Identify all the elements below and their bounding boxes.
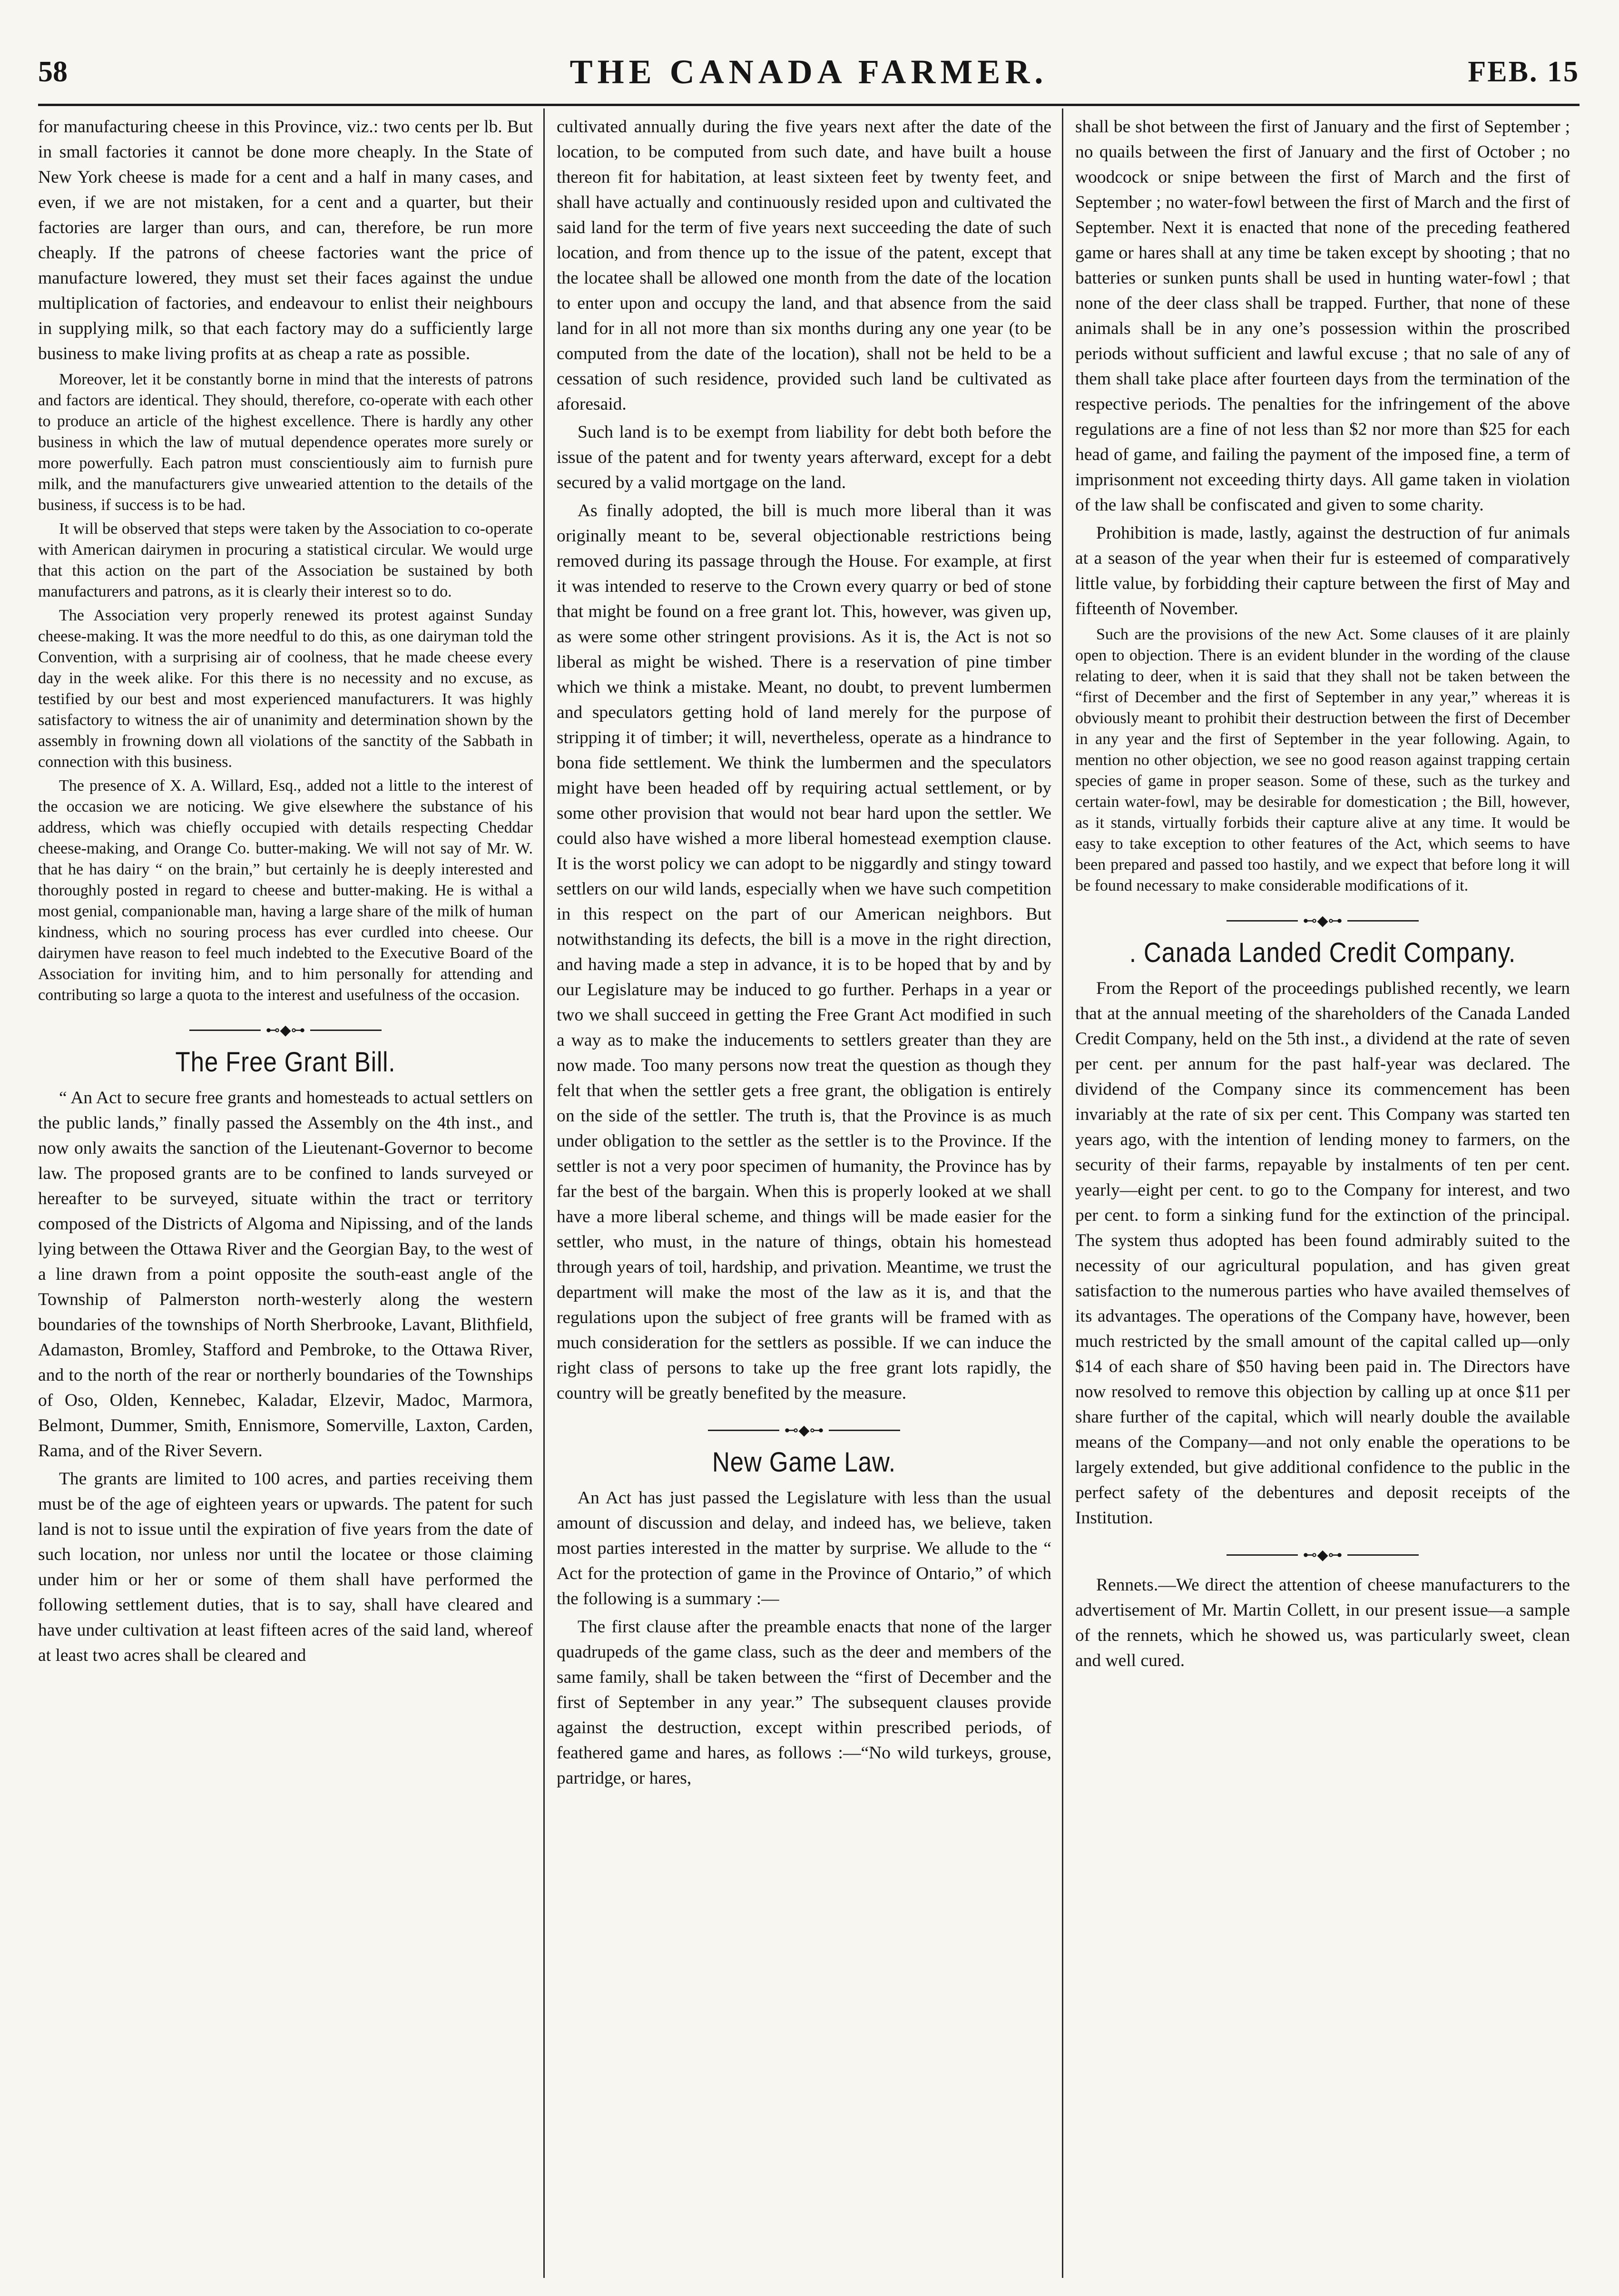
page-number: 58 (38, 56, 68, 88)
article-paragraph: shall be shot between the first of January and the first of September ; no quails between the first of January and the first of October ; no woodcock or snipe between the first of March and the first of September ; no water-fowl between the first of March and the first of September. Next it is enacted that none of the preceding feathered game or hares shall at any time be taken except by shooting ; that no batteries or sunken punts shall be used in hunting water-fowl ; that none of the deer class shall be trapped. Further, that none of these animals shall be in any one’s possession within the proscribed periods without sufficient and lawful excuse ; that no sale of any of them shall take place after fourteen days from the termination of the respective periods. The penalties for the infringement of the above regulations are a fine of not less than $2 nor more than $25 for each head of game, and failing the payment of the imposed fine, a term of imprisonment not exceeding thirty days. All game taken in violation of the law shall be confiscated and given to some charity. (1075, 117, 1570, 515)
article-heading: New Game Law. (712, 1446, 896, 1478)
article-paragraph: The presence of X. A. Willard, Esq., added not a little to the interest of the occasion we are noticing. We give elsewhere the substance of his address, which was chiefly occupied with details respecting Cheddar cheese-making, and Orange Co. butter-making. We will not say of Mr. W. that he has dairy “ on the brain,” but certainly he is deeply interested and thoroughly posted in regard to cheese and butter-making. He is withal a most genial, companionable man, having a large share of the milk of human kindness, which no souring process has ever curdled into cheese. Our dairymen have reason to feel much indebted to the Executive Board of the Association for inviting him, and to him personally for attending and contributing so large a quota to the interest and usefulness of the occasion. (38, 777, 533, 1004)
column-3 (1075, 114, 1570, 2279)
article-paragraph: Moreover, let it be constantly borne in mind that the interests of patrons and factors are identical. They should, therefore, co-operate with each other to produce an article of the highest excellence. There is hardly any other business in which the law of mutual dependence operates more surely or more powerfully. Each patron must conscientiously aim to furnish pure milk, and the manufacturers give unwearied attention to the details of the business, if success is to be had. (38, 371, 533, 514)
column-rule (1062, 108, 1063, 2278)
article-heading: . Canada Landed Credit Company. (1129, 937, 1516, 968)
article-paragraph: It will be observed that steps were taken by the Association to co-operate with American dairymen in procuring a statistical circular. We would urge that this action on the part of the Association be sustained by both manufacturers and patrons, as it is clearly their interest so to do. (38, 520, 533, 600)
column-rule (543, 108, 545, 2278)
section-divider (38, 1016, 533, 1043)
article-paragraph: for manufacturing cheese in this Province, viz.: two cents per lb. But in small factories it cannot be done more cheaply. In the State of New York cheese is made for a cent and a half in many cases, and even, if we are not mistaken, for a cent and a quarter, but their factories are larger than ours, and can, therefore, be run more cheaply. If the patrons of cheese factories want the price of manufacture lowered, they must set their faces against the undue multiplication of factories, and endeavour to enlist their neighbours in supplying milk, so that each factory may do a sufficiently large business to make living profits at as cheap a rate as possible. (38, 117, 533, 363)
article-paragraph: As finally adopted, the bill is much more liberal than it was originally meant to be, several objectionable restrictions being removed during its passage through the House. For example, at first it was intended to reserve to the Crown every quarry or bed of stone that might be found on a free grant lot. This, however, was given up, as were some other stringent provisions. As it is, the Act is not so liberal as might be wished. There is a reservation of pine timber which we think a mistake. Meant, no doubt, to prevent lumbermen and speculators getting hold of land merely for the purpose of stripping it of timber; it will, nevertheless, operate as a hindrance to bona fide settlement. We think the lumbermen and the speculators might have been headed off by requiring actual settlement, or by some other provision that would not bear hard upon the settler. We could also have wished a more liberal homestead exemption clause. It is the worst policy we can adopt to be niggardly and stingy toward settlers on our wild lands, especially when we have such competition in this respect on the part of our American neighbors. But notwithstanding its defects, the bill is a move in the right direction, and having made a step in advance, it is to be hoped that by and by our Legislature may be induced to go further. Perhaps in a year or two we shall succeed in getting the Free Grant Act modified in such a way as to make the inducements to settlers greater than they are now made. Too many persons now treat the question as though they felt that when the settler gets a free grant, the obligation is entirely on the side of the settler. The truth is, that the Province is as much under obligation to the settler as the settler is to the Province. If the settler is not a very poor specimen of humanity, the Province has by far the best of the bargain. When this is properly looked at we shall have a more liberal scheme, and things will be made easier for the settler, who must, in the nature of things, obtain his homestead through years of toil, hardship, and privation. Meantime, we trust the department will make the most of the law as it is, and that the regulations upon the subject of free grants will be framed with as much consideration for the settlers as possible. If we can induce the right class of persons to take up the free grant lots rapidly, the country will be greatly benefited by the measure. (557, 501, 1051, 1403)
masthead-rule (38, 104, 1580, 106)
article-paragraph: Rennets.—We direct the attention of cheese manufacturers to the advertisement of Mr. Martin Collett, in our present issue—a sample of the rennets, which he showed us, was particularly sweet, clean and well cured. (1075, 1575, 1570, 1670)
article-paragraph: The Association very properly renewed its protest against Sunday cheese-making. It was the more needful to do this, as one dairyman told the Convention, with a surprising air of coolness, that he made cheese every day in the week alike. For this there is no necessity and no excuse, as testified by our best and most experienced manufacturers. It was highly satisfactory to witness the air of unanimity and determination shown by the assembly in frowning down all violations of the sanctity of the Sabbath in connection with this business. (38, 607, 533, 771)
divider-ornament: ⊷◆⊶ (265, 1022, 305, 1038)
column-1 (38, 114, 533, 2279)
section-divider (1075, 1541, 1570, 1568)
divider-ornament: ⊷◆⊶ (1303, 913, 1343, 929)
article-paragraph: Such land is to be exempt from liability for debt both before the issue of the patent and for twenty years afterward, except for a debt secured by a valid mortgage on the land. (557, 422, 1051, 492)
article-paragraph: An Act has just passed the Legislature with less than the usual amount of discussion and delay, and indeed has, we believe, taken most parties interested in the matter by surprise. We allude to the “ Act for the protection of game in the Province of Ontario,” of which the following is a summary :— (557, 1488, 1051, 1609)
article-paragraph: The first clause after the preamble enacts that none of the larger quadrupeds of the game class, such as the deer and members of the same family, shall be taken between the “first of December and the first of September in any year.” The subsequent clauses provide against the destruction, except within prescribed periods, of feathered game and hares, as follows :—“No wild turkeys, grouse, partridge, or hares, (557, 1617, 1051, 1788)
section-divider (557, 1416, 1051, 1443)
issue-date: FEB. 15 (1468, 56, 1580, 88)
section-divider (1075, 907, 1570, 933)
column-2 (557, 114, 1051, 2279)
newspaper-title: THE CANADA FARMER. (569, 53, 1048, 91)
divider-ornament: ⊷◆⊶ (784, 1422, 824, 1438)
article-paragraph: The grants are limited to 100 acres, and parties receiving them must be of the age of eighteen years or upwards. The patent for such land is not to issue until the expiration of five years from the date of such location, nor unless nor until the locatee or those claiming under him or her or some of them shall have performed the following settlement duties, that is to say, shall have cleared and have under cultivation at least fifteen acres of the said land, whereof at least two acres shall be cleared and (38, 1469, 533, 1665)
masthead (38, 46, 1580, 98)
article-paragraph: Prohibition is made, lastly, against the destruction of fur animals at a season of the year when their fur is esteemed of comparatively little value, by forbidding their capture between the first of May and fifteenth of November. (1075, 523, 1570, 618)
divider-ornament: ⊷◆⊶ (1303, 1547, 1343, 1563)
article-paragraph: Such are the provisions of the new Act. Some clauses of it are plainly open to objection. There is an evident blunder in the wording of the clause relating to deer, when it is said that they shall not be taken between the “first of December and the first of September in any year,” whereas it is obviously meant to prohibit their destruction between the first of December in any year and the first of September in the year following. Again, to mention no other objection, we see no good reason against trapping certain species of game in proper season. Some of these, such as the turkey and certain water-fowl, may be desirable for domestication ; the Bill, however, as it stands, virtually forbids their capture alive at any time. It would be easy to take exception to other features of the Act, which seems to have been prepared and passed too hastily, and we expect that before long it will be found necessary to make considerable modifications of it. (1075, 626, 1570, 894)
article-paragraph: “ An Act to secure free grants and homesteads to actual settlers on the public lands,” finally passed the Assembly on the 4th inst., and now only awaits the sanction of the Lieutenant-Governor to become law. The proposed grants are to be confined to lands surveyed or hereafter to be surveyed, situate within the tract or territory composed of the Districts of Algoma and Nipissing, and of the lands lying between the Ottawa River and the Georgian Bay, to the west of a line drawn from a point opposite the south-east angle of the Township of Palmerston north-westerly along the western boundaries of the townships of North Sherbrooke, Lavant, Blithfield, Adamaston, Bromley, Stafford and Pembroke, to the Ottawa River, and to the north of the rear or northerly boundaries of the Townships of Oso, Olden, Kennebec, Kaladar, Elzevir, Madoc, Marmora, Belmont, Dummer, Smith, Ennismore, Somerville, Laxton, Carden, Rama, and of the River Severn. (38, 1088, 533, 1461)
article-heading: The Free Grant Bill. (175, 1046, 396, 1078)
article-paragraph: From the Report of the proceedings published recently, we learn that at the annual meeting of the shareholders of the Canada Landed Credit Company, held on the 5th inst., a dividend at the rate of seven per cent. per annum for the past half-year was declared. The dividend of the Company since its commencement has been invariably at the rate of six per cent. This Company was started ten years ago, with the intention of lending money to farmers, on the security of their farms, repayable by instalments of ten per cent. yearly—eight per cent. to go to the Company for interest, and two per cent. to form a sinking fund for the extinction of the principal. The system thus adopted has been found admirably suited to the necessity of our agricultural population, and has given great satisfaction to the numerous parties who have availed themselves of its advantages. The operations of the Company have, however, been much restricted by the small amount of the capital called up—only $14 of each share of $50 having been paid in. The Directors have now resolved to remove this objection by calling up at once $11 per share further of the capital, which will nearly double the available means of the Company—and not only enable the operations to be largely extended, but give additional confidence to the public in the perfect safety of the debentures and deposit receipts of the Institution. (1075, 978, 1570, 1528)
article-paragraph: cultivated annually during the five years next after the date of the location, to be computed from such date, and have built a house thereon fit for habitation, at least sixteen feet by twenty feet, and shall have actually and continuously resided upon and cultivated the said land for the term of five years next succeeding the date of such location, and from thence up to the issue of the patent, except that the locatee shall be allowed one month from the date of the location to enter upon and occupy the land, and that absence from the said land for in all not more than six months during any one year (to be computed from the date of the location), shall not be held to be a cessation of such residence, provided such land be cultivated as aforesaid. (557, 117, 1051, 414)
